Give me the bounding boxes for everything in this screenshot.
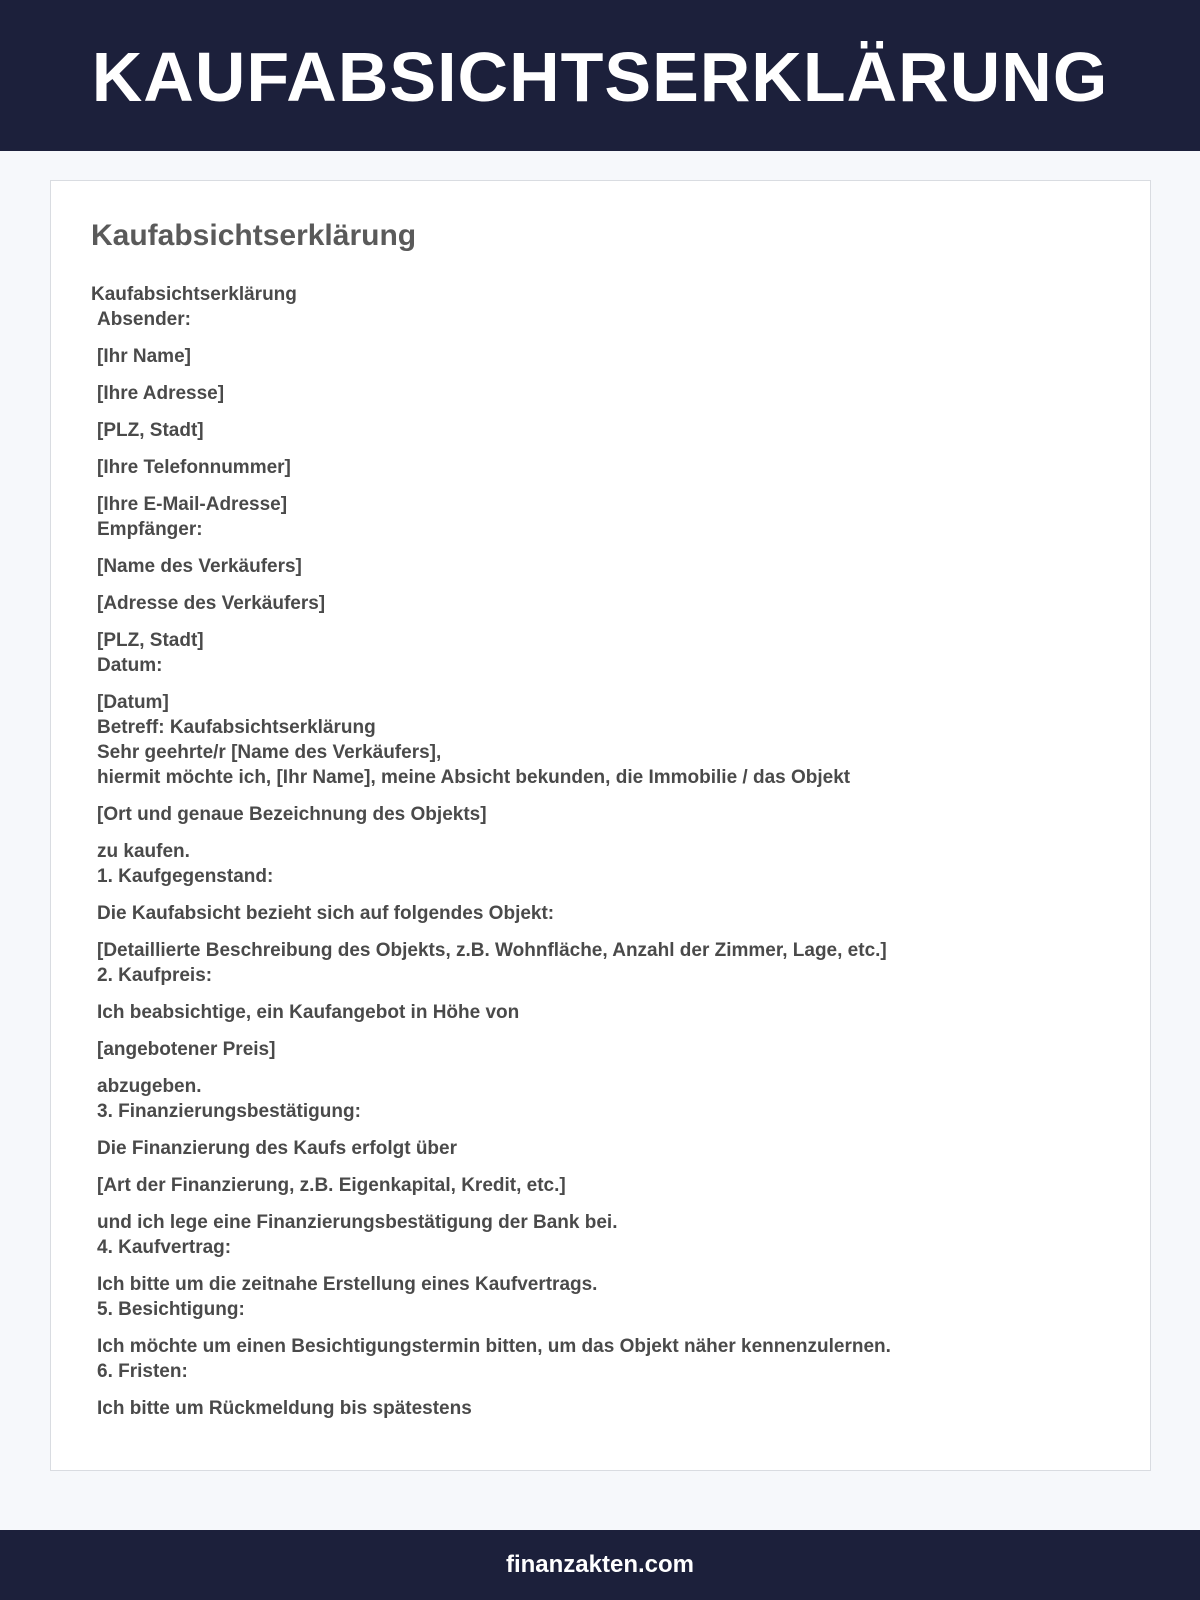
document-line: 2. Kaufpreis: [97, 965, 213, 986]
document-line: und ich lege eine Finanzierungsbestätigung der Bank bei. [97, 1212, 618, 1233]
document-line: Betreff: Kaufabsichtserklärung [97, 717, 376, 738]
document-line: [Datum] [97, 692, 169, 713]
document-lines [91, 307, 1121, 1421]
document-line: [Adresse des Verkäufers] [97, 593, 326, 614]
document-line: Datum: [97, 655, 163, 676]
document-line: [PLZ, Stadt] [97, 420, 204, 441]
document-line: Die Kaufabsicht bezieht sich auf folgendes Objekt: [97, 903, 555, 924]
document-line: [Name des Verkäufers] [97, 556, 302, 577]
document-line: zu kaufen. [97, 841, 190, 862]
document-line: Die Finanzierung des Kaufs erfolgt über [97, 1138, 457, 1159]
document-line: [Ihre Telefonnummer] [97, 457, 291, 478]
document-line: 1. Kaufgegenstand: [97, 866, 274, 887]
document-line: 5. Besichtigung: [97, 1299, 245, 1320]
document-line: [Art der Finanzierung, z.B. Eigenkapital, Kredit, etc.] [97, 1175, 566, 1196]
document-line: Ich bitte um Rückmeldung bis spätestens [97, 1398, 472, 1419]
document-line: [angebotener Preis] [97, 1039, 276, 1060]
document-line: [Ihr Name] [97, 346, 191, 367]
document-line: [Ort und genaue Bezeichnung des Objekts] [97, 804, 487, 825]
bottom-banner [0, 1530, 1200, 1600]
document-line: 3. Finanzierungsbestätigung: [97, 1101, 361, 1122]
document-line: Ich bitte um die zeitnahe Erstellung eines Kaufvertrags. [97, 1274, 598, 1295]
banner-title: KAUFABSICHTSERKLÄRUNG [91, 37, 1109, 116]
document-card [50, 180, 1151, 1471]
document-line: [Ihre Adresse] [97, 383, 225, 404]
document-heading: Kaufabsichtserklärung [91, 219, 417, 252]
document-line: Ich beabsichtige, ein Kaufangebot in Höhe von [97, 1002, 520, 1023]
top-banner [0, 0, 1200, 151]
document-line: Absender: [97, 309, 191, 330]
document-subheading: Kaufabsichtserklärung [91, 284, 297, 305]
document-line: [Detaillierte Beschreibung des Objekts, z.B. Wohnfläche, Anzahl der Zimmer, Lage, etc.] [97, 940, 887, 961]
document-line: [Ihre E-Mail-Adresse] [97, 494, 288, 515]
document-line: 4. Kaufvertrag: [97, 1237, 232, 1258]
document-body [91, 282, 1121, 1421]
document-line: Ich möchte um einen Besichtigungstermin bitten, um das Objekt näher kennenzulernen. [97, 1336, 891, 1357]
document-line: 6. Fristen: [97, 1361, 188, 1382]
document-line: Sehr geehrte/r [Name des Verkäufers], [97, 742, 442, 763]
footer-site-name: finanzakten.com [505, 1551, 695, 1578]
document-line: abzugeben. [97, 1076, 202, 1097]
document-line: hiermit möchte ich, [Ihr Name], meine Absicht bekunden, die Immobilie / das Objekt [97, 767, 851, 788]
document-line: Empfänger: [97, 519, 203, 540]
document-line: [PLZ, Stadt] [97, 630, 204, 651]
